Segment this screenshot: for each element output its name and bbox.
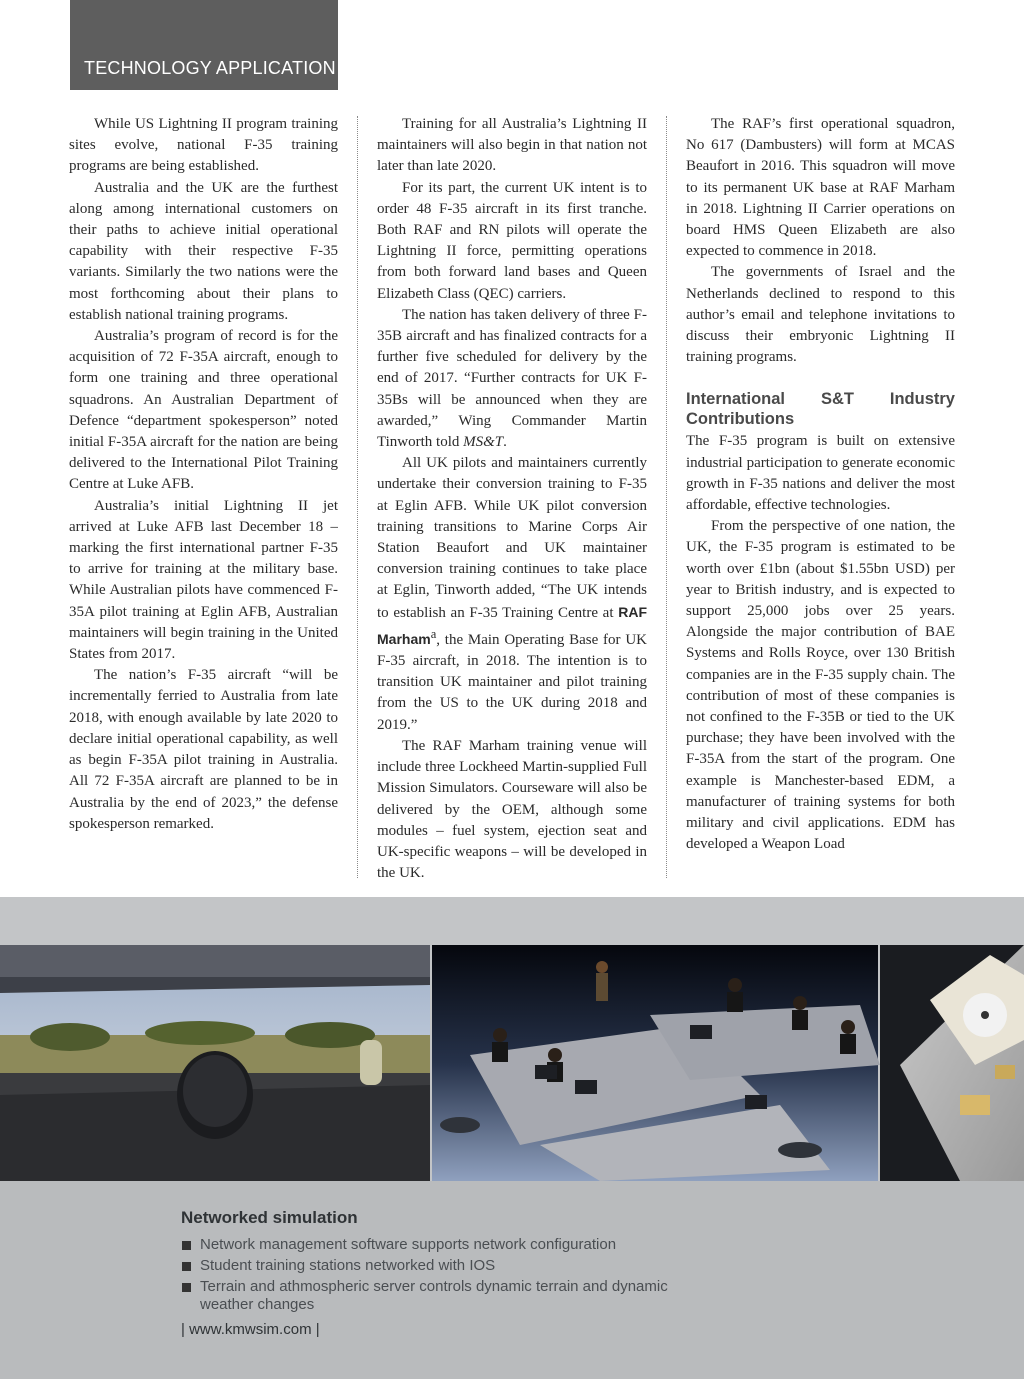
paragraph-text: , the Main Operating Base for UK F-35 aircraft, in 2018. The intention is to transition UK maintainer and pilot training from the US to the UK during 2018 and 2019.” (377, 631, 647, 733)
cockpit-simulator-image (0, 945, 430, 1181)
ad-website-link[interactable]: | www.kmwsim.com | (181, 1321, 320, 1338)
square-bullet-icon (182, 1241, 191, 1250)
paragraph (377, 453, 647, 736)
facility-floorplan-image (880, 945, 1024, 1181)
article-column-2 (377, 114, 647, 880)
paragraph: The F-35 program is built on extensive industrial participation to generate economic growth in F-35 nations and deliver the most affordable, effective technologies. (686, 433, 955, 514)
paragraph: The nation’s F-35 aircraft “will be incrementally ferried to Australia from late 2018, with enough available by late 2020 to declare initial operational capability, as well as begin F-35A pilot training in Australia. All 72 F-35A aircraft are planned to be in Australia by the end of 2023,” the defense spokesperson remarked. (69, 667, 338, 832)
paragraph-text: The nation has taken delivery of three F-35B aircraft and has finalized contracts for a further five scheduled for delivery by the end of 2017. “Further contracts for UK F-35Bs will be announced when they are awarded,” Wing Commander Martin Tinworth told (377, 306, 647, 451)
paragraph: Training for all Australia’s Lightning II maintainers will also begin in that nation not later than late 2020. (377, 116, 647, 175)
paragraph: From the perspective of one nation, the UK, the F-35 program is estimated to be worth over £1bn (about $1.55bn USD) per year to British industry, and is expected to support 25,000 jobs over 25 years. Alongside the major contribution of BAE Systems and Rolls Royce, over 130 British companies are in the F-35 supply chain. The contribution of most of these companies is not confined to the F-35B or tied to the UK purchase; they have been involved with the F-35A from the start of the program. One example is Manchester-based EDM, a manufacturer of training systems for both military and civil applications. EDM has developed a Weapon Load (686, 518, 955, 853)
column-divider (666, 116, 667, 878)
footnote-marker: a (430, 626, 437, 641)
list-item (181, 1278, 701, 1314)
paragraph-text: All UK pilots and maintainers currently undertake their conversion training to F-35 at Eglin AFB. While UK pilot conversion training transitions to Marine Corps Air Station Beaufort and UK maintainer conversion training continues to take place at Eglin, Tinworth added, “The UK intends to establish an F-35 Training Centre at (377, 455, 647, 621)
publication-name: MS&T (463, 434, 504, 451)
ad-feature-list (181, 1236, 701, 1317)
paragraph: The RAF’s first operational squadron, No 617 (Dambusters) will form at MCAS Beaufort in 2016. This squadron will move to its permanent UK base at RAF Marham in 2018. Lightning II Carrier operations on board HMS Queen Elizabeth are also expected to commence in 2018. (686, 116, 955, 260)
square-bullet-icon (182, 1262, 191, 1271)
column-divider (357, 116, 358, 878)
section-label: TECHNOLOGY APPLICATION (84, 58, 336, 78)
training-classroom-image (432, 945, 880, 1181)
paragraph: Australia and the UK are the furthest along among international customers on their paths to achieve initial operational capability with their respective F-35 variants. Similarly the two nations were the most forthcoming about their plans to establish national training programs. (69, 179, 338, 323)
article-column-3 (686, 114, 955, 880)
section-header-tab (70, 0, 338, 90)
list-item-text: Terrain and athmospheric server controls dynamic terrain and dynamic weather changes (200, 1278, 668, 1313)
paragraph: While US Lightning II program training sites evolve, national F-35 training programs are being established. (69, 116, 338, 175)
paragraph: Australia’s initial Lightning II jet arrived at Luke AFB last December 18 – marking the first international partner F-35 to arrive for training at the military base. While Australian pilots have commenced F-35A pilot training at Eglin AFB, Australian maintainers will begin training in the United States from 2017. (69, 497, 338, 663)
article-column-1 (69, 114, 338, 880)
list-item-text: Network management software supports network configuration (200, 1236, 617, 1253)
paragraph: Australia’s program of record is for the acquisition of 72 F-35A aircraft, enough to form one training and three operational squadrons. An Australian Department of Defence “department spokesperson” noted initial F-35A aircraft for the nation are being delivered to the International Pilot Training Centre at Luke AFB. (69, 328, 338, 493)
ad-title: Networked simulation (181, 1208, 358, 1227)
list-item (181, 1236, 701, 1254)
paragraph: The RAF Marham training venue will include three Lockheed Martin-supplied Full Mission Simulators. Courseware will also be delivered by the OEM, although some modules – fuel system, ejection seat and UK-specific weapons – will be developed in the UK. (377, 737, 647, 880)
section-subheading: International S&T Industry Contributions (686, 390, 955, 429)
paragraph: For its part, the current UK intent is to order 48 F-35 aircraft in its first tranche. Both RAF and RN pilots will operate the Lightning II force, permitting operations from both forward land bases and Queen Elizabeth Class (QEC) carriers. (377, 179, 647, 302)
raf-marham-link[interactable]: RAF Marham (377, 603, 647, 647)
square-bullet-icon (182, 1283, 191, 1292)
paragraph-text: . (503, 434, 507, 451)
paragraph: The governments of Israel and the Netherlands declined to respond to this author’s email and telephone invitations to discuss their embryonic Lightning II training programs. (686, 264, 955, 366)
list-item (181, 1257, 701, 1275)
paragraph (377, 305, 647, 453)
simulation-image-strip (0, 945, 1024, 1181)
list-item-text: Student training stations networked with IOS (200, 1257, 496, 1274)
